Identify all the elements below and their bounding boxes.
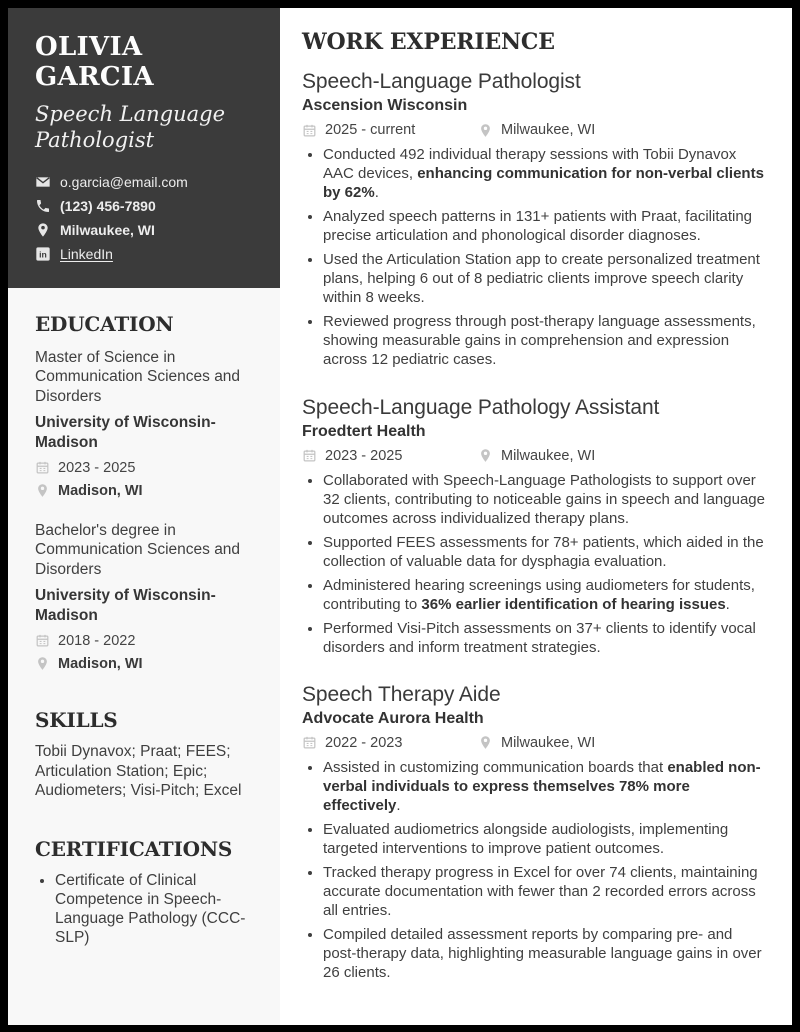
skills-heading: SKILLS: [35, 707, 118, 732]
location-text: Milwaukee, WI: [501, 447, 596, 464]
contact-item: [35, 246, 260, 262]
job-bullet: • Supported FEES assessments for 78+ patients, which aided in the collection of valuable data for dysphagia evaluation.: [323, 533, 768, 571]
education-list: [35, 348, 262, 672]
date-range: 2018 - 2022: [58, 632, 136, 649]
contact-item: [35, 222, 260, 238]
job-bullet: • Conducted 492 individual therapy sessions with Tobii Dynavox AAC devices, enhancing communication for non-verbal clients by 62%.: [323, 145, 768, 202]
job-bullet: • Tracked therapy progress in Excel for over 74 clients, maintaining accurate documentation with fewer than 2 recorded errors across all entries.: [323, 863, 768, 920]
location-row: [35, 656, 262, 672]
job-bullet: • Performed Visi-Pitch assessments on 37+ clients to identify vocal disorders and inform treatment strategies.: [323, 619, 768, 657]
svg-text:in: in: [39, 248, 47, 259]
location-pin-icon: [35, 656, 50, 671]
job-meta-row: [302, 122, 768, 138]
certification-item: • Certificate of Clinical Competence in Speech-Language Pathology (CCC-SLP): [55, 872, 262, 948]
work-experience-heading: WORK EXPERIENCE: [302, 29, 555, 55]
contact-item: [35, 198, 260, 214]
job-dates: [302, 448, 478, 464]
job-company: Froedtert Health: [302, 422, 426, 440]
contact-list: [35, 174, 260, 262]
school-name: University of Wisconsin-Madison: [35, 587, 216, 624]
certifications-list: [55, 872, 262, 948]
sidebar: [8, 8, 280, 1025]
job-title: Speech Therapy Aide: [302, 682, 501, 706]
dates-row: [35, 460, 262, 476]
certifications-heading: CERTIFICATIONS: [35, 837, 233, 862]
job-location: [478, 448, 595, 464]
calendar-icon: [35, 633, 50, 648]
certifications-section: [35, 837, 262, 948]
degree-name: Bachelor's degree in Communication Sciences and Disorders: [35, 521, 241, 579]
job-entry: [302, 396, 768, 657]
job-bullet: • Compiled detailed assessment reports by comparing pre- and post-therapy data, highlighting measurable language gains in over 26 clients.: [323, 925, 768, 982]
job-bullet: • Evaluated audiometrics alongside audiologists, implementing targeted interventions to improve patient outcomes.: [323, 820, 768, 858]
contact-text: (123) 456-7890: [60, 197, 156, 214]
education-item: [35, 521, 262, 672]
job-bullet-list: [323, 471, 768, 657]
calendar-icon: [302, 123, 317, 138]
sidebar-header: [8, 8, 280, 288]
location-pin-icon: [478, 448, 493, 463]
skills-text: Tobii Dynavox; Praat; FEES; Articulation Station; Epic; Audiometers; Visi-Pitch; Excel: [35, 742, 242, 800]
job-entry: [302, 683, 768, 983]
job-entry: [302, 70, 768, 370]
date-range: 2022 - 2023: [325, 734, 403, 751]
person-role-title: Speech Language Pathologist: [35, 102, 225, 153]
sidebar-body: [8, 288, 280, 968]
job-location: [478, 122, 595, 138]
phone-icon: [35, 198, 51, 214]
job-bullet: • Reviewed progress through post-therapy language assessments, showing measurable gains in comprehension and expression across 12 pediatric cases.: [323, 312, 768, 369]
job-company: Advocate Aurora Health: [302, 709, 484, 727]
job-bullet: • Used the Articulation Station app to create personalized treatment plans, helping 6 out of 8 pediatric clients improve speech clarity within 8 weeks.: [323, 250, 768, 307]
location-pin-icon: [35, 483, 50, 498]
person-name: OLIVIA GARCIA: [35, 32, 154, 92]
school-name: University of Wisconsin-Madison: [35, 413, 216, 451]
job-bullet: • Analyzed speech patterns in 131+ patients with Praat, facilitating precise articulation and phonological disorder diagnoses.: [323, 207, 768, 245]
education-heading: EDUCATION: [35, 311, 174, 336]
jobs-list: [302, 70, 768, 982]
job-bullet-list: [323, 145, 768, 370]
job-bullet-list: [323, 758, 768, 983]
location-text: Milwaukee, WI: [501, 734, 596, 751]
job-company: Ascension Wisconsin: [302, 97, 468, 114]
job-meta-row: [302, 735, 768, 751]
contact-text: o.garcia@email.com: [60, 173, 188, 190]
contact-item: [35, 174, 260, 190]
location-icon: [35, 222, 51, 238]
calendar-icon: [302, 448, 317, 463]
job-bullet: • Collaborated with Speech-Language Pathologists to support over 32 clients, contributing to noticeable gains in speech and language outcomes across individualized therapy plans.: [323, 471, 768, 528]
contact-text: Milwaukee, WI: [60, 221, 155, 238]
calendar-icon: [35, 460, 50, 475]
date-range: 2023 - 2025: [325, 447, 403, 464]
location-text: Milwaukee, WI: [501, 122, 596, 138]
job-dates: [302, 122, 478, 138]
job-meta-row: [302, 448, 768, 464]
work-experience-column: [280, 8, 792, 1025]
degree-name: Master of Science in Communication Sciences and Disorders: [35, 348, 241, 406]
job-title: Speech-Language Pathologist: [302, 70, 581, 93]
skills-section: [35, 708, 262, 801]
location-row: [35, 483, 262, 499]
email-icon: [35, 174, 51, 190]
location-text: Madison, WI: [58, 655, 143, 672]
dates-row: [35, 633, 262, 649]
date-range: 2023 - 2025: [58, 459, 136, 476]
linkedin-link[interactable]: LinkedIn: [60, 245, 113, 262]
job-bullet: • Administered hearing screenings using audiometers for students, contributing to 36% earlier identification of hearing issues.: [323, 576, 768, 614]
date-range: 2025 - current: [325, 122, 416, 138]
job-title: Speech-Language Pathology Assistant: [302, 395, 660, 419]
location-pin-icon: [478, 735, 493, 750]
location-text: Madison, WI: [58, 482, 143, 499]
location-pin-icon: [478, 123, 493, 138]
job-dates: [302, 735, 478, 751]
job-bullet: • Assisted in customizing communication boards that enabled non-verbal individuals to express themselves 78% more effectively.: [323, 758, 768, 815]
linkedin-icon: [35, 246, 51, 262]
calendar-icon: [302, 735, 317, 750]
education-item: [35, 348, 262, 499]
job-location: [478, 735, 595, 751]
